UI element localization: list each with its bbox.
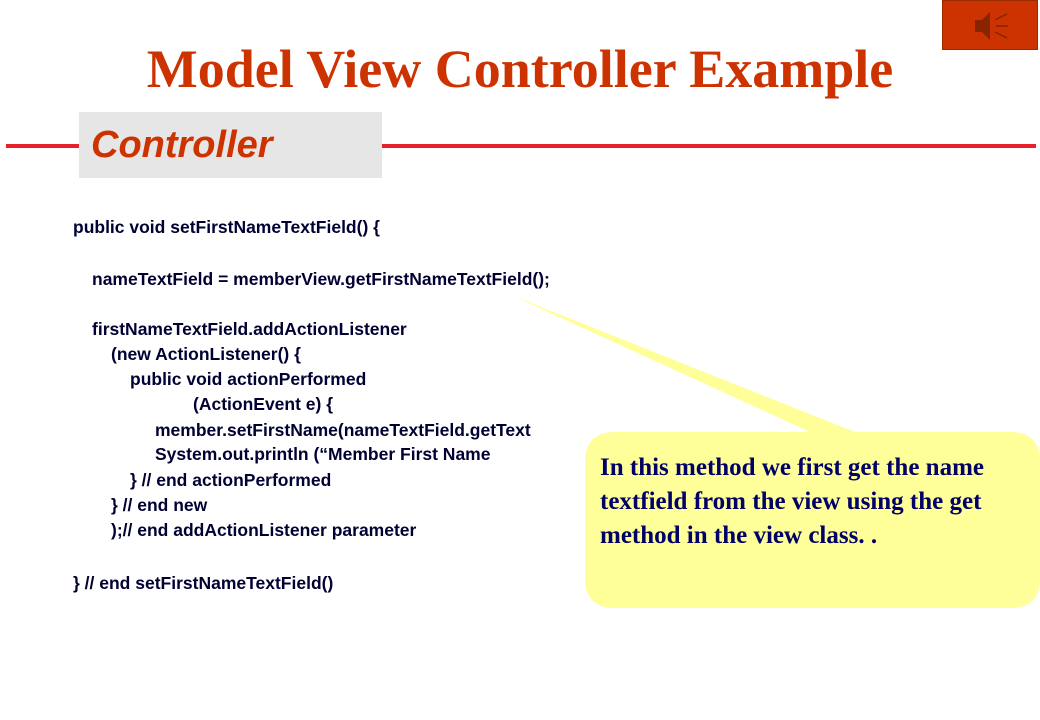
slide-subtitle: Controller [91, 124, 273, 166]
code-line: public void actionPerformed [130, 369, 367, 389]
code-line: (new ActionListener() { [111, 344, 301, 364]
code-line: nameTextField = memberView.getFirstNameTextField(); [92, 269, 550, 289]
code-line: firstNameTextField.addActionListener [92, 319, 407, 339]
code-line: );// end addActionListener parameter [111, 520, 417, 540]
code-line: public void setFirstNameTextField() { [73, 217, 380, 237]
code-line: member.setFirstName(nameTextField.getText [155, 420, 531, 440]
code-line: } // end actionPerformed [130, 470, 332, 490]
code-line: (ActionEvent e) { [193, 394, 334, 414]
slide-title: Model View Controller Example [146, 39, 894, 99]
code-line: } // end setFirstNameTextField() [73, 573, 334, 593]
code-line: System.out.println (“Member First Name [155, 444, 491, 464]
callout-text: In this method we first get the name textfield from the view using the get method in the view class. . [600, 454, 984, 549]
code-line: } // end new [111, 495, 208, 515]
